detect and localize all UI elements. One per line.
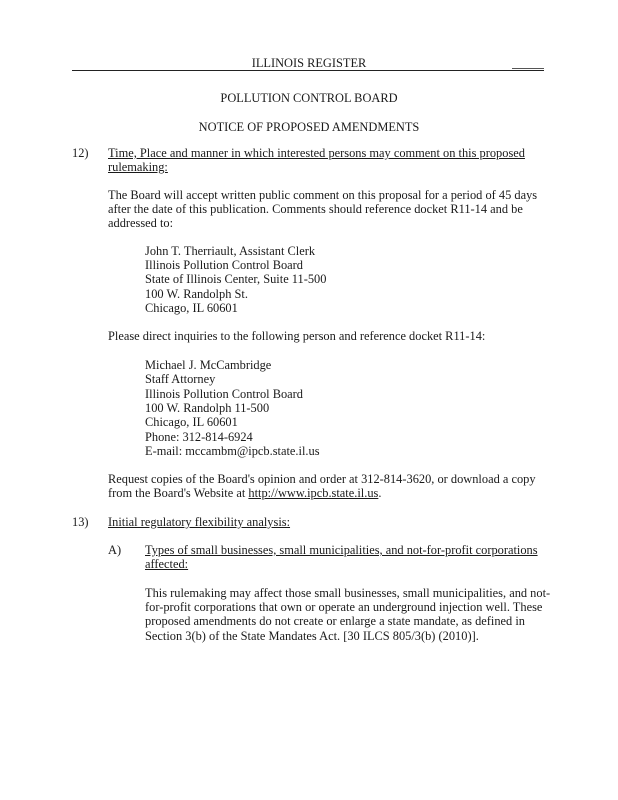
subsection-a-heading-line1: Types of small businesses, small municipalities, and not-for-profit corporations [145,543,538,557]
address-line: John T. Therriault, Assistant Clerk [145,244,316,258]
email-line: E-mail: mccambm@ipcb.state.il.us [145,444,320,458]
subsection-a-body-line1: This rulemaking may affect those small businesses, small municipalities, and not- [145,586,551,600]
section-13-heading: Initial regulatory flexibility analysis: [108,515,291,529]
address-line: Chicago, IL 60601 [145,415,238,429]
address-line: 100 W. Randolph 11-500 [145,401,270,415]
section-12-heading-line2: rulemaking: [108,160,168,174]
address-line: Illinois Pollution Control Board [145,387,303,401]
copies-line1: Request copies of the Board's opinion and order at 312-814-3620, or download a copy [108,472,536,486]
section-13-number: 13) [72,515,89,529]
address-line: 100 W. Randolph St. [145,287,248,301]
phone-line: Phone: 312-814-6924 [145,430,253,444]
inquiries-text: Please direct inquiries to the following person and reference docket R11-14: [108,329,486,343]
header-rule [72,70,544,71]
section-12-number: 12) [72,146,89,160]
subsection-a-body-line4: Section 3(b) of the State Mandates Act. [30 ILCS 805/3(b) (2010)]. [145,629,479,643]
subsection-a-body-line3: proposed amendments do not create or enlarge a state mandate, as defined in [145,614,525,628]
comment-para-line3: addressed to: [108,216,174,230]
address-line: Michael J. McCambridge [145,358,272,372]
copies-line2 [108,486,381,501]
address-line: State of Illinois Center, Suite 11-500 [145,272,327,286]
address-line: Staff Attorney [145,372,216,386]
board-website-link[interactable]: http://www.ipcb.state.il.us [248,486,379,500]
copies-line2-text: from the Board's Website at [108,486,249,500]
subsection-a-letter: A) [108,543,122,557]
address-line: Illinois Pollution Control Board [145,258,303,272]
notice-title: NOTICE OF PROPOSED AMENDMENTS [198,120,420,134]
comment-para-line2: after the date of this publication. Comments should reference docket R11-14 and be [108,202,523,216]
subsection-a-body-line2: for-profit corporations that own or operate an underground injection well. These [145,600,543,614]
address-line: Chicago, IL 60601 [145,301,238,315]
section-12-heading-line1: Time, Place and manner in which interested persons may comment on this proposed [108,146,525,160]
register-title: ILLINOIS REGISTER [251,56,367,70]
copies-line2-period: . [378,486,382,500]
comment-para-line1: The Board will accept written public comment on this proposal for a period of 45 days [108,188,538,202]
header-rule-short [512,68,544,69]
subsection-a-heading-line2: affected: [145,557,189,571]
agency-title: POLLUTION CONTROL BOARD [220,91,398,105]
